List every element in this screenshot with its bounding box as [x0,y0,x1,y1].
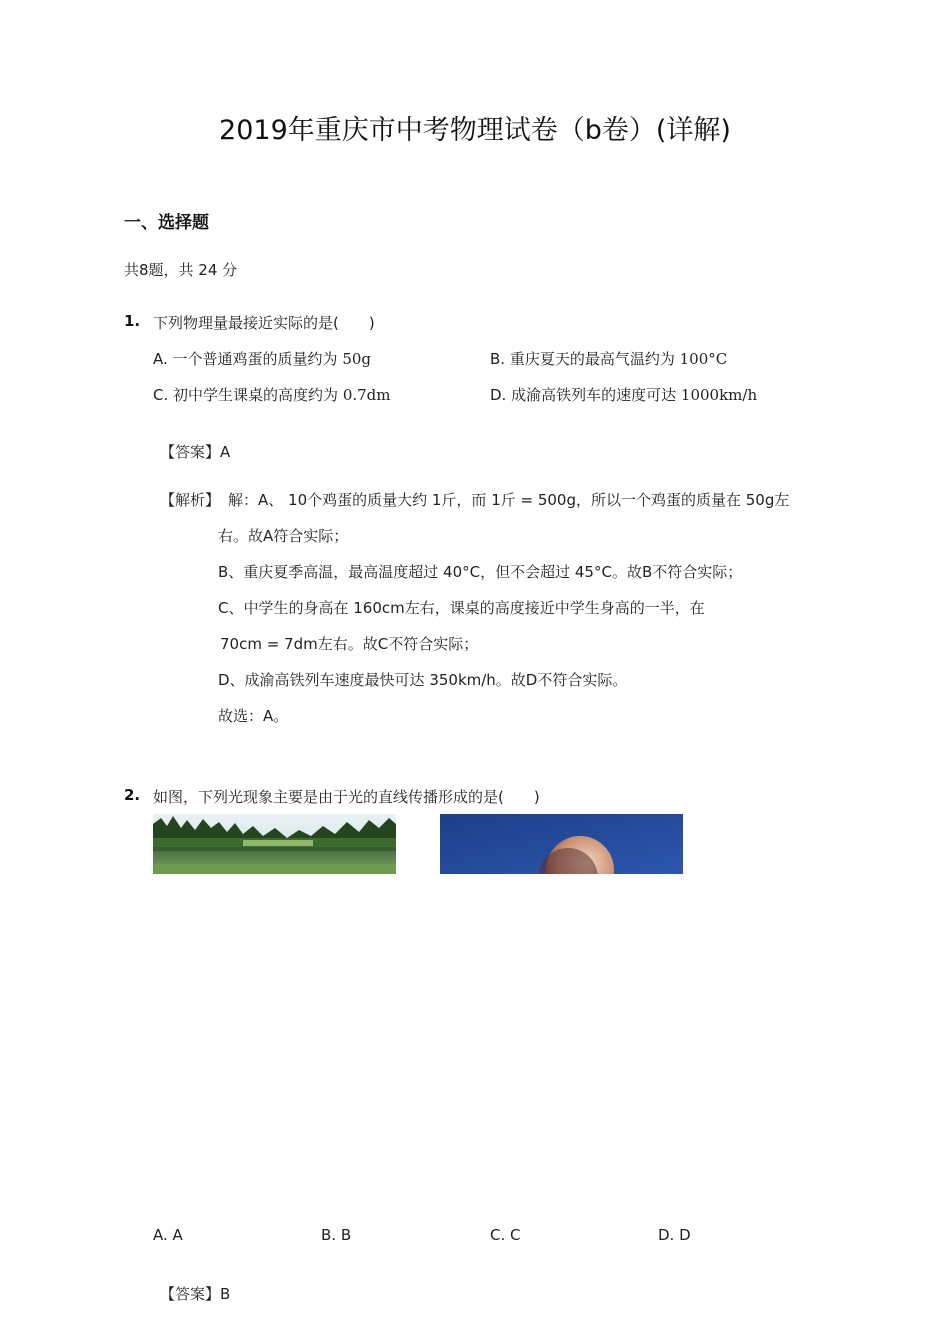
option-a [153,348,371,369]
option-text: 初中学生课桌的高度约为 [173,386,339,404]
question-text: 下列物理量最接近实际的是( ) [153,314,375,332]
lake-reflection-image [153,814,396,874]
option-label: D. [658,1226,675,1244]
answer-line [160,1283,230,1304]
answer-value: A [220,443,231,461]
explanation-line: C、中学生的身高在 160cm左右，课桌的高度接近中学生身高的一半，在 [218,599,705,617]
option-text: 一个普通鸡蛋的质量约为 [172,350,338,368]
explanation-line: 右。故A符合实际； [218,527,349,545]
explanation-line: 故选：A。 [218,707,289,725]
option-label: C. [153,386,169,404]
explanation-line: D、成渝高铁列车速度最快可达 350km/h。故D不符合实际。 [218,671,628,689]
option-label: A. [153,1226,168,1244]
explanation-line: B、重庆夏季高温，最高温度超过 40°C，但不会超过 45°C。故B不符合实际； [218,563,743,581]
option-text: 成渝高铁列车的速度可达 [511,386,677,404]
section-heading: 一、选择题 [124,213,209,233]
section-count: 共8题，共 24 分 [124,261,238,279]
explanation-line: 70cm = 7dm左右。故C不符合实际； [220,635,479,653]
question-number: 2. [124,786,141,804]
option-label: B. [321,1226,337,1244]
page-title: 2019年重庆市中考物理试卷（b卷）(详解) [219,115,731,146]
lunar-eclipse-image [440,814,683,874]
answer-line [160,441,230,462]
option-math: 0.7dm [342,386,391,404]
option-text: C [510,1226,521,1244]
question-number: 1. [124,312,141,330]
option-d [490,384,757,405]
explanation-tag: 【解析】 [160,491,221,509]
option-label: C. [490,1226,506,1244]
question-text: 如图，下列光现象主要是由于光的直线传播形成的是( ) [153,788,540,806]
option-c [490,1226,521,1244]
option-label: A. [153,350,168,368]
answer-tag: 【答案】 [160,443,221,461]
option-b [321,1226,351,1244]
option-math: 100°C [679,350,728,368]
answer-value: B [220,1285,231,1303]
explanation-line: 解：A、 10个鸡蛋的质量大约 1斤，而 1斤 = 500g，所以一个鸡蛋的质量在 50g左 [228,491,790,509]
option-math: 1000km/h [680,386,758,404]
option-text: D [679,1226,691,1244]
option-c [153,384,391,405]
option-text: B [340,1226,352,1244]
option-text: A [172,1226,183,1244]
answer-tag: 【答案】 [160,1285,221,1303]
option-text: 重庆夏天的最高气温约为 [509,350,675,368]
option-label: D. [490,386,507,404]
option-b [490,348,727,369]
option-math: 50g [342,350,372,368]
option-a [153,1226,183,1244]
option-d [658,1226,691,1244]
option-label: B. [490,350,506,368]
